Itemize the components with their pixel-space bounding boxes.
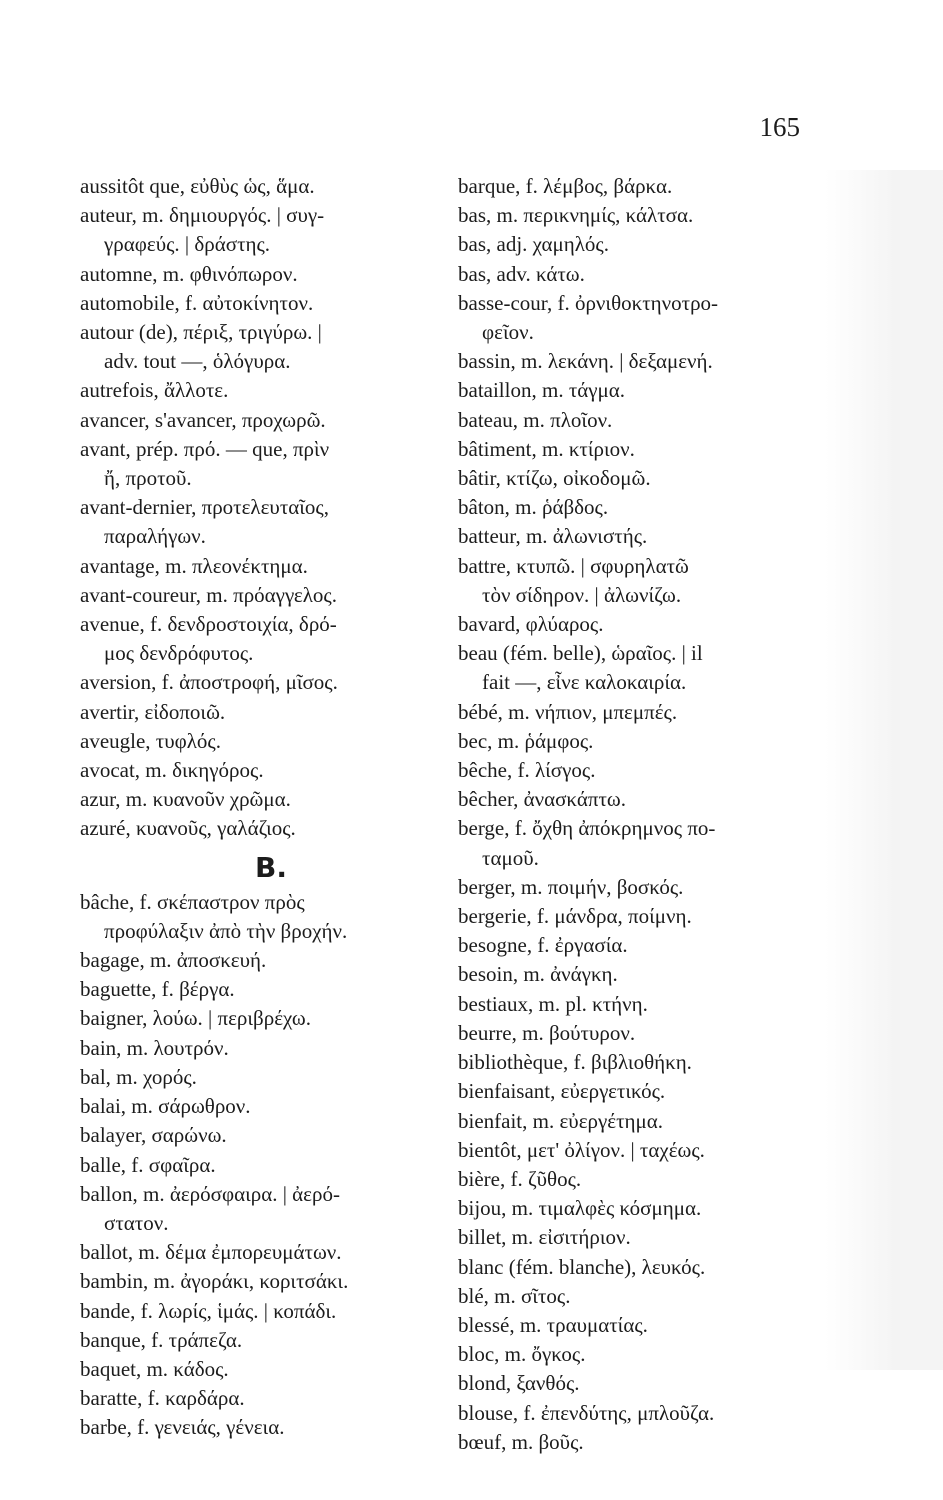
- dictionary-entry: bébé, m. νήπιον, μπεμπές.: [458, 699, 678, 724]
- dictionary-entry: baquet, m. κάδος.: [80, 1356, 229, 1381]
- dictionary-entry: beau (fém. belle), ὡραῖος. | il fait —, εἶνε καλοκαιρία.: [458, 641, 703, 695]
- dictionary-entry: azuré, κυανοῦς, γαλάζιος.: [80, 816, 296, 841]
- dictionary-entry: blé, m. σῖτος.: [458, 1283, 571, 1308]
- dictionary-entry: bain, m. λουτρόν.: [80, 1035, 229, 1060]
- dictionary-entry: automne, m. φθινόπωρον.: [80, 261, 298, 286]
- dictionary-entry: barbe, f. γενειάς, γένεια.: [80, 1415, 285, 1440]
- dictionary-entry: besogne, f. ἐργασία.: [458, 933, 628, 958]
- dictionary-entry: bestiaux, m. pl. κτήνη.: [458, 991, 648, 1016]
- dictionary-entry: bêcher, ἀνασκάπτω.: [458, 787, 626, 812]
- dictionary-entry: baigner, λούω. | περιβρέχω.: [80, 1006, 311, 1031]
- section-heading-b: B.: [255, 850, 287, 884]
- dictionary-entry: batteur, m. ἀλωνιστής.: [458, 524, 648, 549]
- dictionary-entry: automobile, f. αὐτοκίνητον.: [80, 290, 314, 315]
- dictionary-entry: basse-cour, f. ὀρνιθοκτηνοτρο- φεῖον.: [458, 290, 719, 345]
- dictionary-entry: baguette, f. βέργα.: [80, 977, 235, 1002]
- dictionary-entry: banque, f. τράπεζα.: [80, 1327, 243, 1352]
- right-column: [458, 172, 828, 1457]
- dictionary-entry: avenue, f. δενδροστοιχία, δρό- μος δενδρόφυτος.: [80, 612, 337, 666]
- dictionary-entry: bijou, m. τιμαλφὲς κόσμημα.: [458, 1196, 702, 1221]
- dictionary-entry: bière, f. ζῦθος.: [458, 1166, 582, 1191]
- dictionary-entry: bâtiment, m. κτίριον.: [458, 436, 635, 461]
- dictionary-entry: battre, κτυπῶ. | σφυρηλατῶ τὸν σίδηρον. | ἀλωνίζω.: [458, 553, 689, 607]
- dictionary-entry: avancer, s'avancer, προχωρῶ.: [80, 407, 326, 432]
- dictionary-entry: bêche, f. λίσγος.: [458, 758, 596, 783]
- dictionary-entry: avant, prép. πρό. — que, πρὶν ἤ, προτοῦ.: [80, 436, 330, 491]
- dictionary-entry: avant-dernier, προτελευταῖος, παραλήγων.: [80, 495, 329, 549]
- dictionary-entry: aversion, f. ἀποστροφή, μῖσος.: [80, 670, 338, 695]
- dictionary-entry: bataillon, m. τάγμα.: [458, 378, 626, 403]
- dictionary-entry: avantage, m. πλεονέκτημα.: [80, 553, 308, 578]
- dictionary-entry: bas, adj. χαμηλός.: [458, 232, 609, 257]
- facing-page-bleed-through: [825, 170, 943, 1370]
- dictionary-entry: ballot, m. δέμα ἐμπορευμάτων.: [80, 1240, 342, 1265]
- dictionary-entry: bergerie, f. μάνδρα, ποίμνη.: [458, 904, 692, 929]
- dictionary-entry: blond, ξανθός.: [458, 1371, 580, 1396]
- dictionary-entry: autrefois, ἄλλοτε.: [80, 378, 229, 403]
- dictionary-entry: autour (de), πέριξ, τριγύρω. | adv. tout —, ὁλόγυρα.: [80, 320, 322, 374]
- dictionary-entry: balayer, σαρώνω.: [80, 1123, 227, 1148]
- dictionary-entry: bâche, f. σκέπαστρον πρὸς προφύλαξιν ἀπὸ τὴν βροχήν.: [80, 889, 348, 943]
- dictionary-entry: bavard, φλύαρος.: [458, 612, 604, 637]
- dictionary-entry: avocat, m. δικηγόρος.: [80, 758, 264, 783]
- dictionary-entry: auteur, m. δημιουργός. | συγ- γραφεύς. | δράστης.: [80, 203, 325, 257]
- page-number: 165: [759, 112, 800, 142]
- dictionary-entry: avertir, εἰδοποιῶ.: [80, 699, 226, 724]
- dictionary-entry: baratte, f. καρδάρα.: [80, 1386, 245, 1411]
- dictionary-entry: bâtir, κτίζω, οἰκοδομῶ.: [458, 466, 651, 491]
- dictionary-entry: barque, f. λέμβος, βάρκα.: [458, 174, 673, 198]
- dictionary-entry: bibliothèque, f. βιβλιοθήκη.: [458, 1050, 692, 1075]
- dictionary-entry: bande, f. λωρίς, ἱμάς. | κοπάδι.: [80, 1298, 337, 1323]
- dictionary-entry: bienfait, m. εὐεργέτημα.: [458, 1108, 664, 1133]
- dictionary-entry: blanc (fém. blanche), λευκός.: [458, 1254, 706, 1279]
- dictionary-entry: billet, m. εἰσιτήριον.: [458, 1225, 631, 1250]
- dictionary-entry: bambin, m. ἀγοράκι, κοριτσάκι.: [80, 1269, 349, 1294]
- dictionary-entry: bœuf, m. βοῦς.: [458, 1429, 584, 1454]
- dictionary-entry: aveugle, τυφλός.: [80, 728, 222, 753]
- dictionary-entry: ballon, m. ἀερόσφαιρα. | ἀερό- στατον.: [80, 1181, 340, 1235]
- dictionary-entry: bas, adv. κάτω.: [458, 261, 585, 286]
- dictionary-entry: blessé, m. τραυματίας.: [458, 1312, 648, 1337]
- dictionary-entry: balai, m. σάρωθρον.: [80, 1094, 251, 1119]
- dictionary-entry: bâton, m. ῥάβδος.: [458, 495, 609, 520]
- dictionary-entry: bagage, m. ἀποσκευή.: [80, 948, 267, 973]
- left-column: [80, 172, 440, 1443]
- dictionary-entry: bas, m. περικνημίς, κάλτσα.: [458, 203, 694, 228]
- dictionary-entry: besoin, m. ἀνάγκη.: [458, 962, 618, 987]
- dictionary-entry: berger, m. ποιμήν, βοσκός.: [458, 874, 684, 899]
- dictionary-entry: balle, f. σφαῖρα.: [80, 1152, 216, 1177]
- dictionary-entry: bientôt, μετ' ὀλίγον. | ταχέως.: [458, 1137, 705, 1162]
- dictionary-entry: blouse, f. ἐπενδύτης, μπλοῦζα.: [458, 1400, 715, 1425]
- dictionary-entry: bal, m. χορός.: [80, 1064, 197, 1089]
- dictionary-entry: beurre, m. βούτυρον.: [458, 1020, 636, 1045]
- dictionary-entry: bassin, m. λεκάνη. | δεξαμενή.: [458, 349, 713, 374]
- dictionary-entry: berge, f. ὄχθη ἀπόκρημνος πο- ταμοῦ.: [458, 816, 716, 870]
- dictionary-entry: bloc, m. ὄγκος.: [458, 1342, 586, 1367]
- dictionary-entry: avant-coureur, m. πρόαγγελος.: [80, 582, 337, 607]
- dictionary-entry: bec, m. ῥάμφος.: [458, 728, 594, 753]
- dictionary-entry: bienfaisant, εὐεργετικός.: [458, 1079, 666, 1104]
- dictionary-entry: azur, m. κυανοῦν χρῶμα.: [80, 787, 291, 812]
- dictionary-entry: bateau, m. πλοῖον.: [458, 407, 613, 432]
- dictionary-entry: aussitôt que, εὐθὺς ὡς, ἅμα.: [80, 174, 315, 198]
